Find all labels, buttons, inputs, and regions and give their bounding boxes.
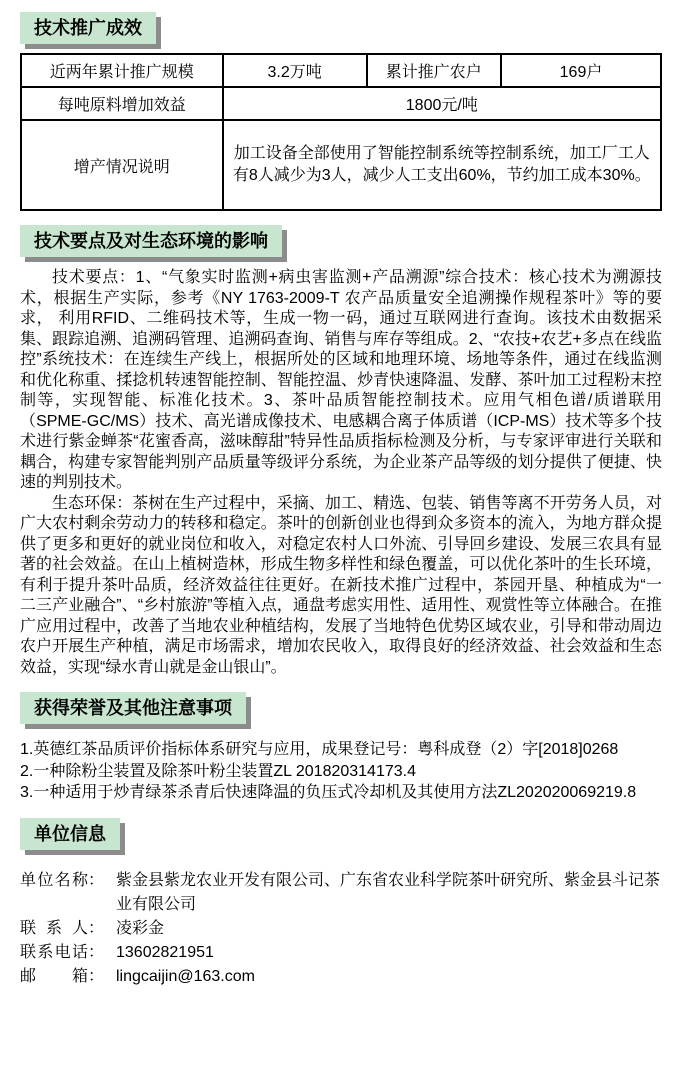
eco-impact-paragraph: 生态环保：茶树在生产过程中，采摘、加工、精选、包装、销售等离不开劳务人员，对广大农村剩余劳动力的转移和稳定。茶叶的创新创业也得到众多资本的流入，为地方群众提供了更多和更好的就业岗位和收入，对稳定农村人口外流、引导回乡建设、发展三农具有显著的社会效益。在山上植树造林，形成生物多样性和绿色覆盖，可以优化茶叶的生长环境，有利于提升茶叶品质，经济效益往往更好。在新技术推广过程中，茶园开垦、种植成为“一二三产业融合”、“乡村旅游”等植入点，通盘考虑实用性、适用性、观赏性等立体融合。在推广应用过程中，改善了当地农业种植结构，发展了当地特色优势区域农业，引导和带动周边农户开展生产种植，满足市场需求，增加农民收入，取得良好的经济效益、社会效益和生态效益，实现“绿水青山就是金山银山”。 <box>20 494 662 676</box>
table-row <box>21 87 661 120</box>
section-heading-tech-points: 技术要点及对生态环境的影响 <box>20 225 282 257</box>
benefit-value-cell: 1800元/吨 <box>223 87 661 120</box>
honor-item: 1.英德红茶品质评价指标体系研究与应用，成果登记号：粤科成登（2）字[2018]0268 <box>20 741 619 758</box>
promotion-results-table <box>20 53 662 211</box>
honor-item: 2.一种除粉尘装置及除茶叶粉尘装置ZL 201820314173.4 <box>20 762 416 780</box>
contact-phone-value: 13602821951 <box>116 943 214 961</box>
contact-person-value: 凌彩金 <box>116 919 165 937</box>
increase-desc-value-cell: 加工设备全部使用了智能控制系统等控制系统，加工厂工人有8人减少为3人，减少人工支出60%，节约加工成本30%。 <box>223 120 661 210</box>
section-heading-unit-info: 单位信息 <box>20 818 120 850</box>
email-value: lingcaijin@163.com <box>116 967 255 985</box>
scale-label-cell: 近两年累计推广规模 <box>21 54 223 87</box>
honor-item: 3.一种适用于炒青绿茶杀青后快速降温的负压式冷却机及其使用方法ZL202020069219.8 <box>20 784 637 801</box>
tech-points-paragraph: 技术要点：1、“气象实时监测+病虫害监测+产品溯源”综合技术：核心技术为溯源技术，根据生产实际，参考《NY 1763-2009-T 农产品质量安全追溯操作规程茶叶》等的要求， 利用RFID、二维码技术等，生成一物一码，通过互联网进行查询。该技术由数据采集、跟踪追溯、追溯码管理、追溯码查询、销售与库存等组成。2、“农技+农艺+多点在线监控”系统技术：在连续生产线上，根据所处的区域和地理环境、场地等条件，通过在线监测和优化称重、揉捻机转速智能控制、智能控温、炒青快速降温、发酵、茶叶加工过程粉末控制等，实现智能、标准化技术。3、茶叶品质智能控制技术。应用气相色谱/质谱联用（SPME-GC/MS）技术、高光谱成像技术、电感耦合离子体质谱（ICP-MS）技术等多个技术进行紫金蝉茶“花蜜香高，滋味醇甜”特异性品质指标检测及分析，与专家评审进行关联和耦合，构建专家智能判别产品质量等级评分系统，为企业茶产品等级的划分提供了便捷、快速的判别技术。 <box>20 269 662 491</box>
section-heading-honors: 获得荣誉及其他注意事项 <box>20 692 246 724</box>
contact-phone-label: 联系电话： <box>20 943 105 961</box>
farmers-label-cell: 累计推广农户 <box>367 54 501 87</box>
honors-list <box>20 739 662 804</box>
contact-person-row <box>20 917 662 941</box>
unit-name-label: 单位名称： <box>20 871 105 889</box>
increase-desc-label-cell: 增产情况说明 <box>21 120 223 210</box>
email-label: 邮箱： <box>20 967 105 985</box>
contact-phone-row <box>20 941 662 965</box>
tech-points-body <box>20 268 662 678</box>
scale-value-cell: 3.2万吨 <box>223 54 367 87</box>
unit-name-row <box>20 869 662 917</box>
email-row <box>20 965 662 989</box>
unit-info-block <box>20 869 662 989</box>
contact-person-label: 联系人： <box>20 919 105 937</box>
table-row <box>21 120 661 210</box>
section-heading-promotion-results: 技术推广成效 <box>20 12 156 44</box>
benefit-label-cell: 每吨原料增加效益 <box>21 87 223 120</box>
table-row <box>21 54 661 87</box>
farmers-value-cell: 169户 <box>501 54 661 87</box>
unit-name-value: 紫金县紫龙农业开发有限公司、广东省农业科学院茶叶研究所、紫金县斗记茶业有限公司 <box>116 871 661 913</box>
